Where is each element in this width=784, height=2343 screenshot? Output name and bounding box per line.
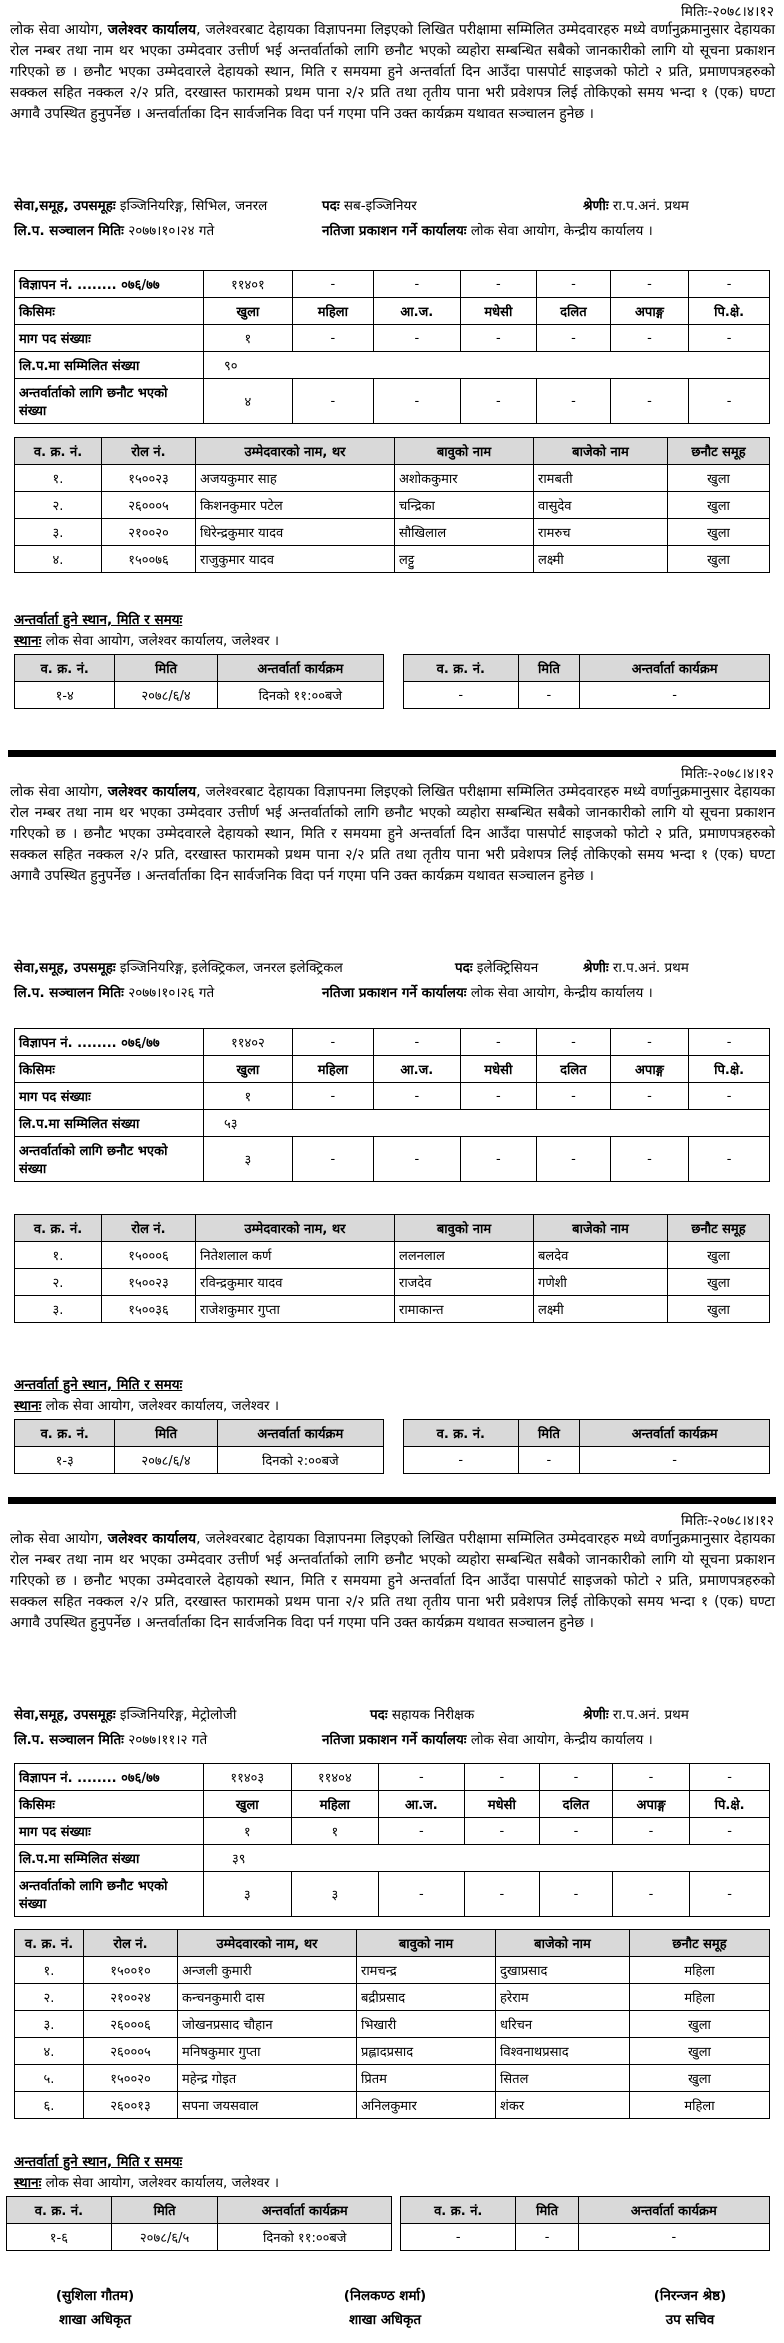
sanchalan-line: लि.प. सञ्चालन मितिः २०७७।१०।२४ गते [14,223,215,239]
vigyapan-row: विज्ञापन नं. ........ ०७६/७७ ११४०२ - - - - - - [15,1029,770,1056]
vacancy-table [14,1028,770,1182]
notice-date: मितिः-२०७८।४।१२ [680,766,774,782]
schedule-table: व. क्र. नं. मिति अन्तर्वार्ता कार्यक्रम १-३ २०७८/६/४ दिनको २:००बजे [14,1419,384,1474]
result-table [14,1214,770,1323]
vigyapan-row: विज्ञापन नं. ........ ०७६/७७ ११४०३ ११४०४ - - - - - [15,1764,770,1791]
pad-line: पदः सहायक निरीक्षक [370,1707,475,1723]
natija-line: नतिजा प्रकाशन गर्ने कार्यालयः लोक सेवा आयोग, केन्द्रीय कार्यालय । [322,223,653,239]
schedule-table-empty: व. क्र. नं. मिति अन्तर्वार्ता कार्यक्रम - - - [403,1419,770,1474]
schedule-table: व. क्र. नं. मिति अन्तर्वार्ता कार्यक्रम १-४ २०७८/६/४ दिनको ११:००बजे [14,654,384,709]
kisim-row: किसिमः खुला महिला आ.ज. मधेसी दलित अपाङ्ग पि.क्षे. [15,1791,770,1818]
table-row: ३. २१००२० धिरेन्द्रकुमार यादव सौखिलाल रामरुच खुला [15,519,770,546]
table-row: २. १५००२३ रविन्द्रकुमार यादव राजदेव गणेशी खुला [15,1269,770,1296]
interview-place: स्थानः लोक सेवा आयोग, जलेश्वर कार्यालय, जलेश्वर । [14,633,279,649]
result-header-row: व. क्र. नं. रोल नं. उम्मेदवारको नाम, थर बावुको नाम बाजेको नाम छनौट समूह [15,438,770,465]
vacancy-table [14,270,770,424]
shreni-line: श्रेणीः रा.प.अनं. प्रथम [583,1707,689,1723]
table-row: १. १५००२३ अजयकुमार साह अशोककुमार रामबती खुला [15,465,770,492]
notice-1 [0,0,784,742]
table-row: - - - [401,2224,770,2251]
table-row: १. १५०००६ नितेशलाल कर्ण ललनलाल बलदेव खुला [15,1242,770,1269]
mag-row: माग पद संख्याः १ - - - - - - [15,325,770,352]
seva-line: सेवा,समूह, उपसमूहः इञ्जिनियरिङ्ग, इलेक्ट्रिकल, जनरल इलेक्ट्रिकल [14,960,343,976]
interview-title: अन्तर्वार्ता हुने स्थान, मिति र समयः [14,2154,183,2170]
table-row: २. २१००२४ कन्चनकुमारी दास बद्रीप्रसाद हरेराम महिला [15,1984,770,2011]
chhanaut-row: अन्तर्वार्ताको लागि छनौट भएको संख्या ३ ३ - - - - - [15,1872,770,1917]
notice-paragraph: लोक सेवा आयोग, जलेश्वर कार्यालय, जलेश्वरबाट देहायका विज्ञापनमा लिइएको लिखित परीक्षामा सम्मिलित उम्मेदवारहरु मध्ये वर्णानुक्रमानुसार देहायका रोल नम्बर तथा नाम थर भएका उम्मेदवार उत्तीर्ण भई अन्तर्वार्ताको लागि छनौट भएको व्यहोरा सम्बन्धित सबैको जानकारीको लागि यो सूचना प्रकाशन गरिएको छ । छनौट भएका उम्मेदवारले देहायको स्थान, मिति र समयमा हुने अन्तर्वार्ता दिन आउँदा पासपोर्ट साइजको फोटो २ प्रति, प्रमाणपत्रहरुको सक्कल सहित नक्कल २/२ प्रति, दरखास्त फारामको प्रथम पाना २/२ प्रति तथा तृतीय पाना भरी प्रवेशपत्र लिई तोकिएको समय भन्दा १ (एक) घण्टा अगावै उपस्थित हुनुपर्नेछ । अन्तर्वार्ताका दिन सार्वजनिक विदा पर्न गएमा पनि उक्त कार्यक्रम यथावत सञ्चालन हुनेछ । [10,22,775,122]
interview-title: अन्तर्वार्ता हुने स्थान, मिति र समयः [14,612,183,628]
sammilit-row: लि.प.मा सम्मिलित संख्या ९० [15,352,770,379]
kisim-row: किसिमः खुला महिला आ.ज. मधेसी दलित अपाङ्ग पि.क्षे. [15,1056,770,1083]
interview-title: अन्तर्वार्ता हुने स्थान, मिति र समयः [14,1377,183,1393]
table-row: ४. २६०००५ मनिषकुमार गुप्ता प्रह्लादप्रसाद विश्वनाथप्रसाद खुला [15,2038,770,2065]
table-row: ५. १५००२० महेन्द्र गोइत प्रितम सितल खुला [15,2065,770,2092]
notice-paragraph: लोक सेवा आयोग, जलेश्वर कार्यालय, जलेश्वरबाट देहायका विज्ञापनमा लिइएको लिखित परीक्षामा सम्मिलित उम्मेदवारहरु मध्ये वर्णानुक्रमानुसार देहायका रोल नम्बर तथा नाम थर भएका उम्मेदवार उत्तीर्ण भई अन्तर्वार्ताको लागि छनौट भएको व्यहोरा सम्बन्धित सबैको जानकारीको लागि यो सूचना प्रकाशन गरिएको छ । छनौट भएका उम्मेदवारले देहायको स्थान, मिति र समयमा हुने अन्तर्वार्ता दिन आउँदा पासपोर्ट साइजको फोटो २ प्रति, प्रमाणपत्रहरुको सक्कल सहित नक्कल २/२ प्रति, दरखास्त फारामको प्रथम पाना २/२ प्रति तथा तृतीय पाना भरी प्रवेशपत्र लिई तोकिएको समय भन्दा १ (एक) घण्टा अगावै उपस्थित हुनुपर्नेछ । अन्तर्वार्ताका दिन सार्वजनिक विदा पर्न गएमा पनि उक्त कार्यक्रम यथावत सञ्चालन हुनेछ । [10,1531,775,1631]
mag-row: माग पद संख्याः १ १ - - - - - [15,1818,770,1845]
notice-3 [0,1509,784,2269]
table-row: - - - [404,682,770,709]
shreni-line: श्रेणीः रा.प.अनं. प्रथम [583,198,689,214]
table-row: १. १५००१० अन्जली कुमारी रामचन्द्र दुखाप्रसाद महिला [15,1957,770,1984]
natija-line: नतिजा प्रकाशन गर्ने कार्यालयः लोक सेवा आयोग, केन्द्रीय कार्यालय । [322,985,653,1001]
table-row: ६. २६००१३ सपना जयसवाल अनिलकुमार शंकर महिला [15,2092,770,2119]
result-table [14,1929,770,2119]
interview-place: स्थानः लोक सेवा आयोग, जलेश्वर कार्यालय, जलेश्वर । [14,2175,279,2191]
table-row: - - - [404,1447,770,1474]
schedule-table-empty: व. क्र. नं. मिति अन्तर्वार्ता कार्यक्रम - - - [403,654,770,709]
table-row: २. २६०००५ किशनकुमार पटेल चन्द्रिका वासुदेव खुला [15,492,770,519]
seva-line: सेवा,समूह, उपसमूहः इञ्जिनियरिङ्ग, मेट्रोलोजी [14,1707,237,1723]
mag-row: माग पद संख्याः १ - - - - - - [15,1083,770,1110]
result-header-row: व. क्र. नं. रोल नं. उम्मेदवारको नाम, थर बावुको नाम बाजेको नाम छनौट समूह [15,1215,770,1242]
chhanaut-row: अन्तर्वार्ताको लागि छनौट भएको संख्या ४ - - - - - - [15,379,770,424]
vacancy-table [14,1763,770,1917]
table-row: ३. २६०००६ जोखनप्रसाद चौहान भिखारी धरिचन खुला [15,2011,770,2038]
pad-line: पदः इलेक्ट्रिसियन [455,960,539,976]
schedule-table-empty: व. क्र. नं. मिति अन्तर्वार्ता कार्यक्रम - - - [400,2196,770,2251]
sammilit-row: लि.प.मा सम्मिलित संख्या ५३ [15,1110,770,1137]
pad-line: पदः सब-इञ्जिनियर [322,198,417,214]
notice-2 [0,762,784,1497]
chhanaut-row: अन्तर्वार्ताको लागि छनौट भएको संख्या ३ - - - - - - [15,1137,770,1182]
table-row: १-६ २०७८/६/५ दिनको ११:००बजे [7,2224,392,2251]
seva-line: सेवा,समूह, उपसमूहः इञ्जिनियरिङ्ग, सिभिल, जनरल [14,198,268,214]
result-table [14,437,770,573]
interview-place: स्थानः लोक सेवा आयोग, जलेश्वर कार्यालय, जलेश्वर । [14,1398,279,1414]
schedule-table: व. क्र. नं. मिति अन्तर्वार्ता कार्यक्रम १-६ २०७८/६/५ दिनको ११:००बजे [6,2196,392,2251]
sammilit-row: लि.प.मा सम्मिलित संख्या ३९ [15,1845,770,1872]
signature-2: (निलकण्ठ शर्मा) शाखा अधिकृत [343,2288,427,2328]
notice-date: मितिः-२०७८।४।१२ [680,1513,774,1529]
signature-1: (सुशिला गौतम) शाखा अधिकृत [55,2288,135,2328]
table-row: ३. १५००३६ राजेशकुमार गुप्ता रामाकान्त लक्ष्मी खुला [15,1296,770,1323]
kisim-row: किसिमः खुला महिला आ.ज. मधेसी दलित अपाङ्ग पि.क्षे. [15,298,770,325]
result-header-row: व. क्र. नं. रोल नं. उम्मेदवारको नाम, थर बावुको नाम बाजेको नाम छनौट समूह [15,1930,770,1957]
table-row: ४. १५००७६ राजुकुमार यादव लट्टु लक्ष्मी खुला [15,546,770,573]
natija-line: नतिजा प्रकाशन गर्ने कार्यालयः लोक सेवा आयोग, केन्द्रीय कार्यालय । [322,1732,653,1748]
section-divider [8,1497,776,1504]
table-row: १-३ २०७८/६/४ दिनको २:००बजे [15,1447,384,1474]
vigyapan-row: विज्ञापन नं. ........ ०७६/७७ ११४०१ - - - - - - [15,271,770,298]
notice-date: मितिः-२०७८।४।१२ [680,4,774,20]
sanchalan-line: लि.प. सञ्चालन मितिः २०७७।११।२ गते [14,1732,208,1748]
shreni-line: श्रेणीः रा.प.अनं. प्रथम [583,960,689,976]
sanchalan-line: लि.प. सञ्चालन मितिः २०७७।१०।२६ गते [14,985,215,1001]
table-row: १-४ २०७८/६/४ दिनको ११:००बजे [15,682,384,709]
signature-3: (निरन्जन श्रेष्ठ) उप सचिव [653,2288,727,2328]
notice-paragraph: लोक सेवा आयोग, जलेश्वर कार्यालय, जलेश्वरबाट देहायका विज्ञापनमा लिइएको लिखित परीक्षामा सम्मिलित उम्मेदवारहरु मध्ये वर्णानुक्रमानुसार देहायका रोल नम्बर तथा नाम थर भएका उम्मेदवार उत्तीर्ण भई अन्तर्वार्ताको लागि छनौट भएको व्यहोरा सम्बन्धित सबैको जानकारीको लागि यो सूचना प्रकाशन गरिएको छ । छनौट भएका उम्मेदवारले देहायको स्थान, मिति र समयमा हुने अन्तर्वार्ता दिन आउँदा पासपोर्ट साइजको फोटो २ प्रति, प्रमाणपत्रहरुको सक्कल सहित नक्कल २/२ प्रति, दरखास्त फारामको प्रथम पाना २/२ प्रति तथा तृतीय पाना भरी प्रवेशपत्र लिई तोकिएको समय भन्दा १ (एक) घण्टा अगावै उपस्थित हुनुपर्नेछ । अन्तर्वार्ताका दिन सार्वजनिक विदा पर्न गएमा पनि उक्त कार्यक्रम यथावत सञ्चालन हुनेछ । [10,784,775,884]
section-divider [8,750,776,757]
